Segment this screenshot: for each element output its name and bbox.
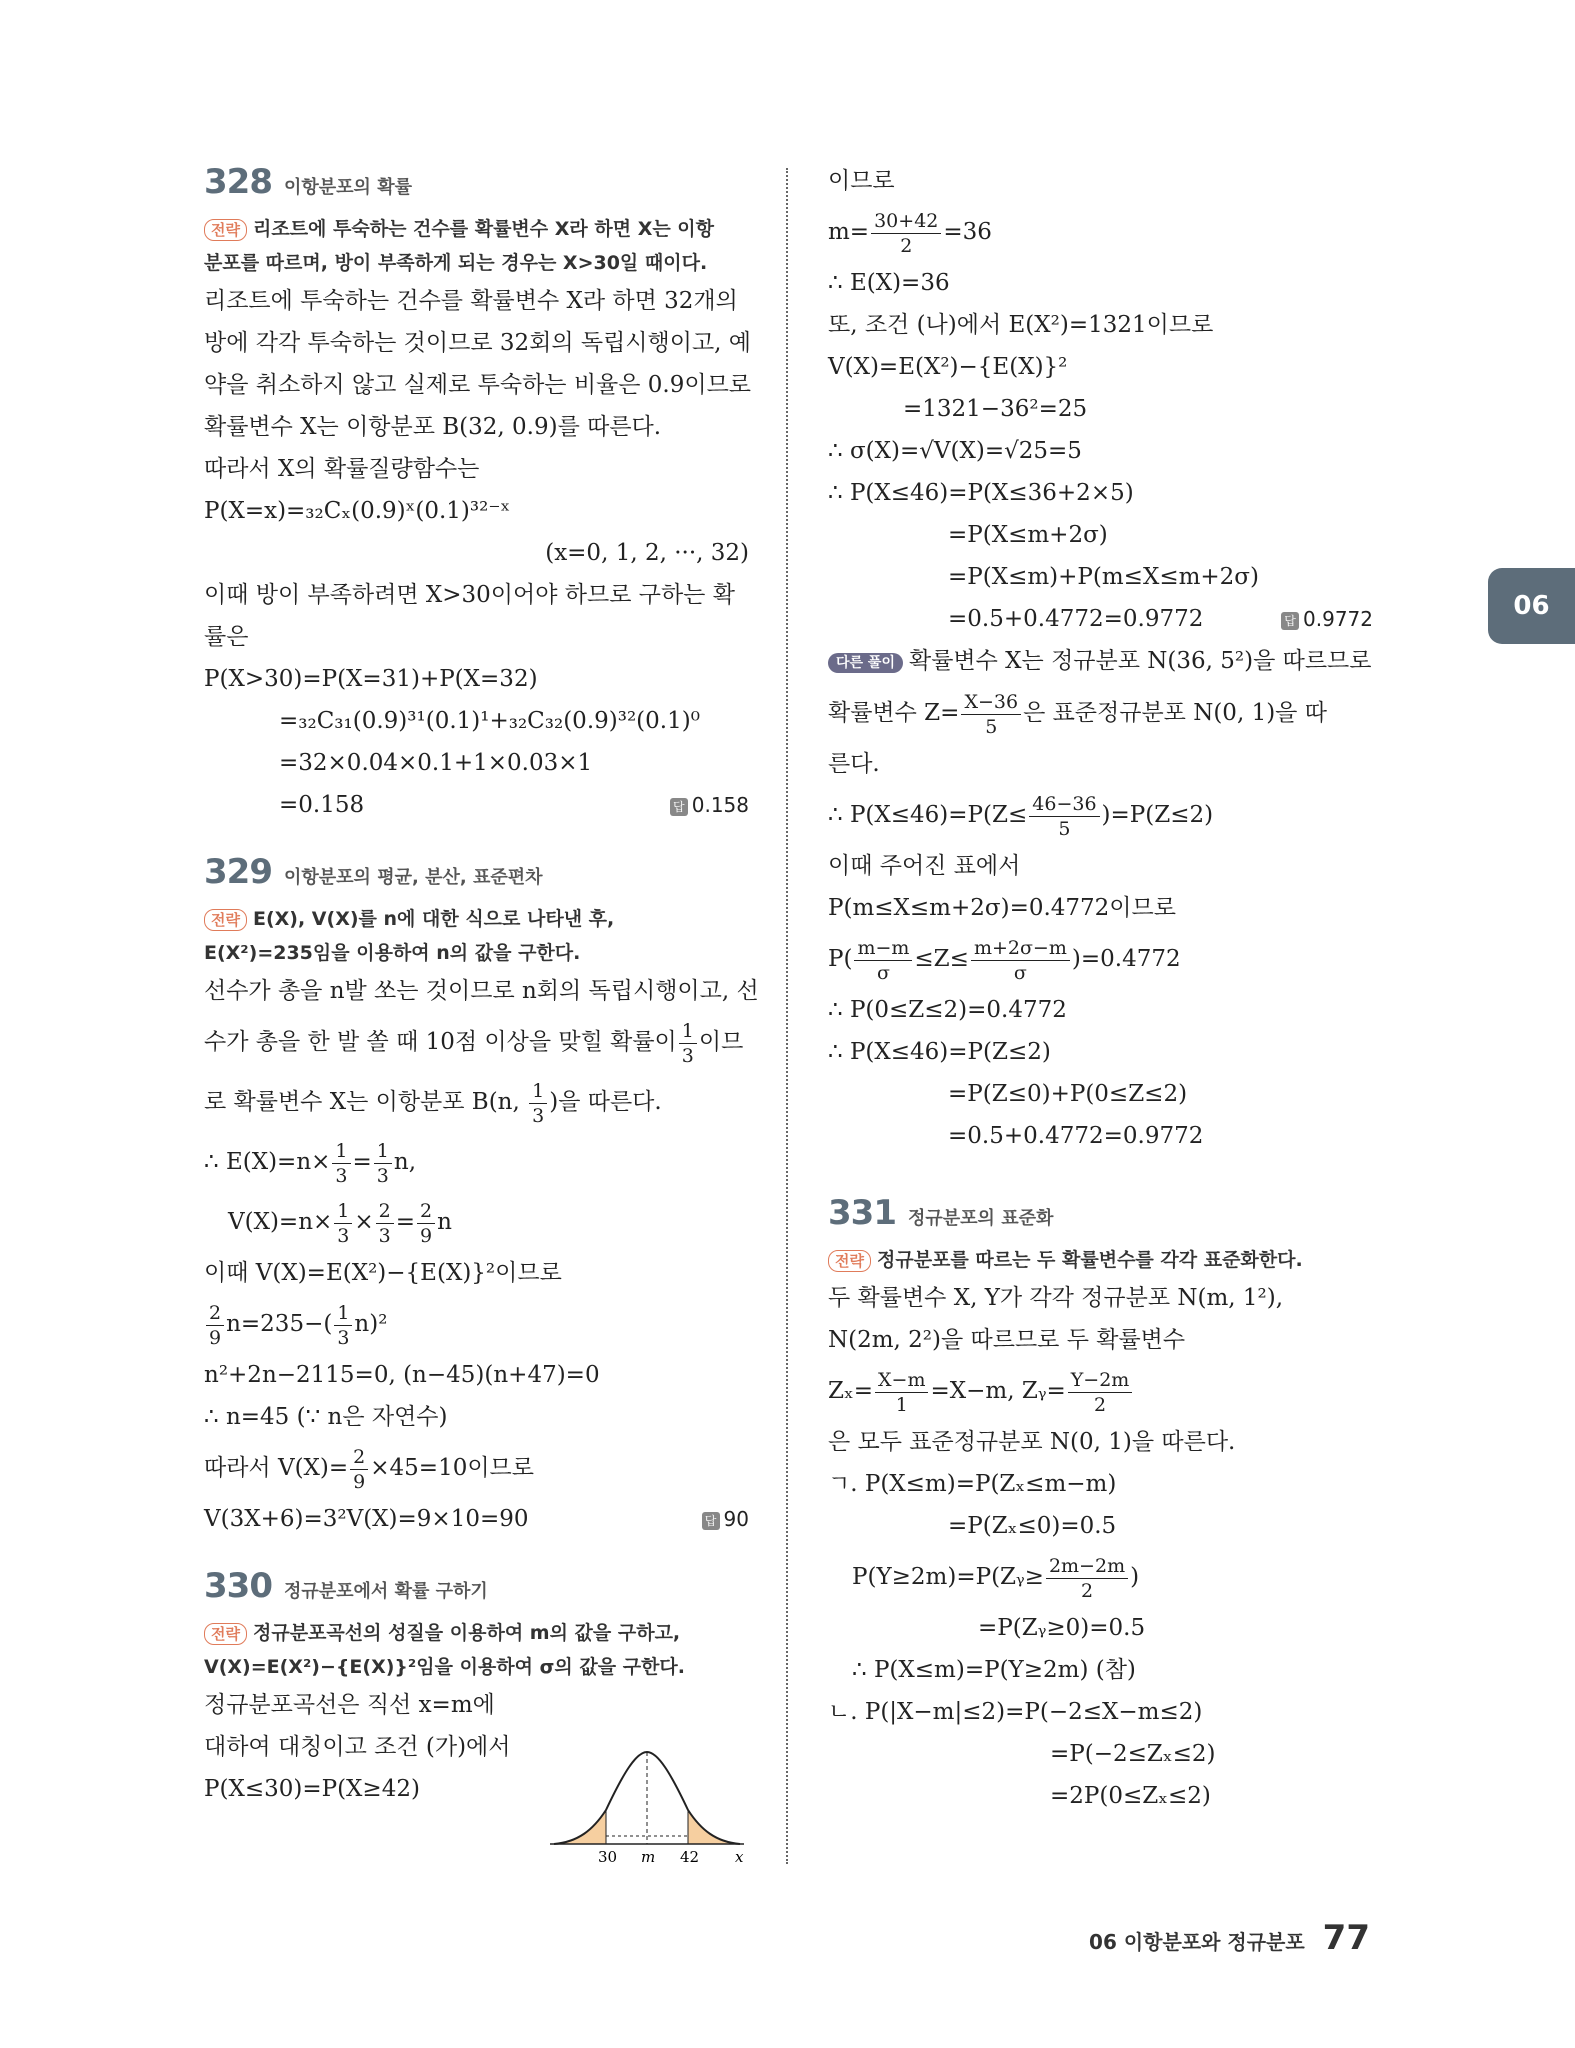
- solution-line: ∴ P(X≤46)=P(Z≤ $\frac{46-36}{5}$ )=P(Z≤2): [828, 792, 1214, 840]
- answer: 답 90: [702, 1498, 749, 1540]
- problem-328: [204, 162, 752, 826]
- strategy-badge: 전략: [204, 909, 247, 931]
- strategy: 전략 정규분포를 따르는 두 확률변수를 각각 표준화한다.: [828, 1243, 1373, 1277]
- solution-line: 따라서 X의 확률질량함수는: [204, 456, 480, 482]
- solution-line: 대하여 대칭이고 조건 (가)에서: [204, 1734, 511, 1760]
- solution-line: m= $\frac{30+42}{2}$ =36: [828, 209, 992, 257]
- solution-line: P(m≤X≤m+2σ)=0.4772이므로: [828, 895, 1176, 921]
- solution-line: n²+2n−2115=0, (n−45)(n+47)=0: [204, 1362, 600, 1388]
- strategy: 전략 E(X), V(X)를 n에 대한 식으로 나타낸 후, E(X²)=235임을 이용하여 n의 값을 구한다.: [204, 908, 615, 964]
- solution-line: $\frac{2}{9}$ n=235−( $\frac{1}{3}$ n)²: [204, 1294, 749, 1354]
- solution-line: =1321−36²=25: [903, 396, 1088, 422]
- solution-line: 률은: [204, 624, 249, 650]
- problem-title: 이항분포의 확률: [283, 177, 412, 198]
- problem-title: 이항분포의 평균, 분산, 표준편차: [283, 867, 543, 888]
- right-column: [828, 160, 1373, 1817]
- solution-line: V(X)=E(X²)−{E(X)}²: [828, 354, 1068, 380]
- problem-title: 정규분포의 표준화: [907, 1208, 1054, 1229]
- solution-line: 정규분포곡선은 직선 x=m에: [204, 1692, 495, 1718]
- solution-line: 은 모두 표준정규분포 N(0, 1)을 따른다.: [828, 1429, 1236, 1455]
- solution-line: 이때 V(X)=E(X²)−{E(X)}²이므로: [204, 1260, 562, 1286]
- solution-line: ∴ σ(X)=√V(X)=√25=5: [828, 438, 1082, 464]
- chapter-side-tab: 06: [1488, 568, 1575, 644]
- solution-line: ∴ P(X≤46)=P(Z≤2): [828, 1039, 1051, 1065]
- solution-line: 선수가 총을 n발 쏘는 것이므로 n회의 독립시행이고, 선: [204, 978, 759, 1004]
- solution-line: P(Y≥2m)=P(Zᵧ≥ $\frac{2m-2m}{2}$ ): [852, 1554, 1140, 1602]
- solution-line: =0.5+0.4772=0.9772 답 0.9772: [828, 598, 1373, 640]
- problem-number: 328: [204, 162, 272, 202]
- strategy: 전략 리조트에 투숙하는 건수를 확률변수 X라 하면 X는 이항 분포를 따르며, 방이 부족하게 되는 경우는 X>30일 때이다.: [204, 218, 715, 274]
- solution-line: =P(Z≤0)+P(0≤Z≤2): [948, 1081, 1188, 1107]
- solution-line: ㄴ. P(|X−m|≤2)=P(−2≤X−m≤2): [828, 1699, 1203, 1725]
- problem-number: 331: [828, 1193, 896, 1233]
- solution-line: =0.5+0.4772=0.9772: [948, 1123, 1204, 1149]
- other-solution-badge: 다른 풀이: [828, 653, 903, 673]
- left-column: [204, 160, 759, 1810]
- tick-label-30: 30: [598, 1848, 618, 1864]
- solution-line: =2P(0≤Zₓ≤2): [1050, 1783, 1211, 1809]
- strategy-badge: 전략: [204, 1623, 247, 1645]
- strategy: 전략 정규분포곡선의 성질을 이용하여 m의 값을 구하고, V(X)=E(X²)−{E(X)}²임을 이용하여 σ의 값을 구한다.: [204, 1622, 685, 1678]
- column-divider: [786, 168, 788, 1864]
- solution-line: =32×0.04×0.1+1×0.03×1: [279, 750, 593, 776]
- solution-line: ㄱ. P(X≤m)=P(Zₓ≤m−m): [828, 1471, 1117, 1497]
- solution-line: 두 확률변수 X, Y가 각각 정규분포 N(m, 1²),: [828, 1285, 1284, 1311]
- solution-line: P(X>30)=P(X=31)+P(X=32): [204, 666, 538, 692]
- solution-line: 이때 방이 부족하려면 X>30이어야 하므로 구하는 확: [204, 582, 735, 608]
- solution-line: (x=0, 1, 2, ···, 32): [545, 540, 749, 566]
- solution-line: V(3X+6)=3²V(X)=9×10=90 답 90: [204, 1498, 749, 1540]
- strategy-badge: 전략: [204, 219, 247, 241]
- solution-line: ∴ P(X≤46)=P(X≤36+2×5): [828, 480, 1134, 506]
- solution-line: 로 확률변수 X는 이항분포 B(n, $\frac{1}{3}$ )을 따른다.: [204, 1079, 662, 1127]
- solution-line: 따라서 V(X)= $\frac{2}{9}$ ×45=10이므로: [204, 1445, 534, 1493]
- problem-title: 정규분포에서 확률 구하기: [283, 1581, 488, 1602]
- page-number: 77: [1322, 1918, 1370, 1958]
- solution-line: ∴ n=45 (∵ n은 자연수): [204, 1404, 448, 1430]
- solution-line: =₃₂C₃₁(0.9)³¹(0.1)¹+₃₂C₃₂(0.9)³²(0.1)⁰: [279, 708, 700, 734]
- solution-line: P(X=x)=₃₂Cₓ(0.9)ˣ(0.1)³²⁻ˣ: [204, 498, 511, 524]
- solution-line: ∴ P(X≤m)=P(Y≥2m) (참): [852, 1657, 1136, 1683]
- answer-icon: 답: [702, 1512, 720, 1530]
- solution-line: 른다.: [828, 751, 880, 777]
- solution-line: Zₓ= $\frac{X-m}{1}$ =X−m, Zᵧ= $\frac{Y-2m}{2}$: [828, 1361, 1373, 1421]
- shaded-right-tail: [688, 1810, 740, 1844]
- solution-line: 확률변수 X는 이항분포 B(32, 0.9)를 따른다.: [204, 414, 662, 440]
- answer: 답 0.9772: [1281, 598, 1373, 640]
- solution-line: 확률변수 Z= $\frac{X-36}{5}$ 은 표준정규분포 N(0, 1)을 따: [828, 690, 1327, 738]
- answer-icon: 답: [1281, 612, 1299, 630]
- solution-line: =0.158 답 0.158: [204, 784, 749, 826]
- tick-label-m: m: [641, 1848, 656, 1864]
- solution-line: =P(X≤m)+P(m≤X≤m+2σ): [948, 564, 1259, 590]
- strategy-badge: 전략: [828, 1250, 871, 1272]
- problem-number: 330: [204, 1566, 272, 1606]
- solution-line: ∴ E(X)=n× $\frac{1}{3}$ = $\frac{1}{3}$ n,: [204, 1139, 417, 1187]
- answer: 답 0.158: [670, 784, 749, 826]
- solution-line: =P(Zᵧ≥0)=0.5: [978, 1615, 1146, 1641]
- solution-line: =P(Zₓ≤0)=0.5: [948, 1513, 1117, 1539]
- solution-line: P(X≤30)=P(X≥42): [204, 1776, 420, 1802]
- solution-line: 약을 취소하지 않고 실제로 투숙하는 비율은 0.9이므로: [204, 372, 752, 398]
- solution-line: ∴ P(0≤Z≤2)=0.4772: [828, 997, 1067, 1023]
- solution-line: 수가 총을 한 발 쏠 때 10점 이상을 맞힐 확률이 $\frac{1}{3}$ 이므: [204, 1019, 744, 1067]
- problem-331: [828, 1193, 1373, 1817]
- solution-line: ∴ E(X)=36: [828, 270, 950, 296]
- axis-label-x: x: [735, 1848, 744, 1864]
- page-footer: [1089, 1918, 1370, 1958]
- solution-line: 이므로: [828, 168, 895, 194]
- normal-curve-graph: [548, 1744, 748, 1864]
- other-solution: 다른 풀이 확률변수 X는 정규분포 N(36, 5²)을 따르므로: [828, 640, 1373, 683]
- solution-line: V(X)=n× $\frac{1}{3}$ × $\frac{2}{3}$ = $\frac{2}{9}$ n: [228, 1199, 452, 1247]
- solution-line: N(2m, 2²)을 따르므로 두 확률변수: [828, 1327, 1186, 1353]
- answer-icon: 답: [670, 798, 688, 816]
- solution-line: 리조트에 투숙하는 건수를 확률변수 X라 하면 32개의: [204, 288, 738, 314]
- tick-label-42: 42: [680, 1848, 700, 1864]
- problem-329: [204, 852, 759, 1540]
- shaded-left-tail: [554, 1810, 606, 1844]
- problem-number: 329: [204, 852, 272, 892]
- solution-line: =P(−2≤Zₓ≤2): [1050, 1741, 1216, 1767]
- solution-line: 또, 조건 (나)에서 E(X²)=1321이므로: [828, 312, 1214, 338]
- solution-line: =P(X≤m+2σ): [948, 522, 1108, 548]
- solution-line: 방에 각각 투숙하는 것이므로 32회의 독립시행이고, 예: [204, 330, 752, 356]
- solution-line: P( $\frac{m-m}{\sigma}$ ≤Z≤ $\frac{m+2\sigma-m}{\sigma}$ )=0.4772: [828, 936, 1181, 984]
- solution-line: 이때 주어진 표에서: [828, 853, 1021, 879]
- chapter-title: 06 이항분포와 정규분포: [1089, 1930, 1305, 1954]
